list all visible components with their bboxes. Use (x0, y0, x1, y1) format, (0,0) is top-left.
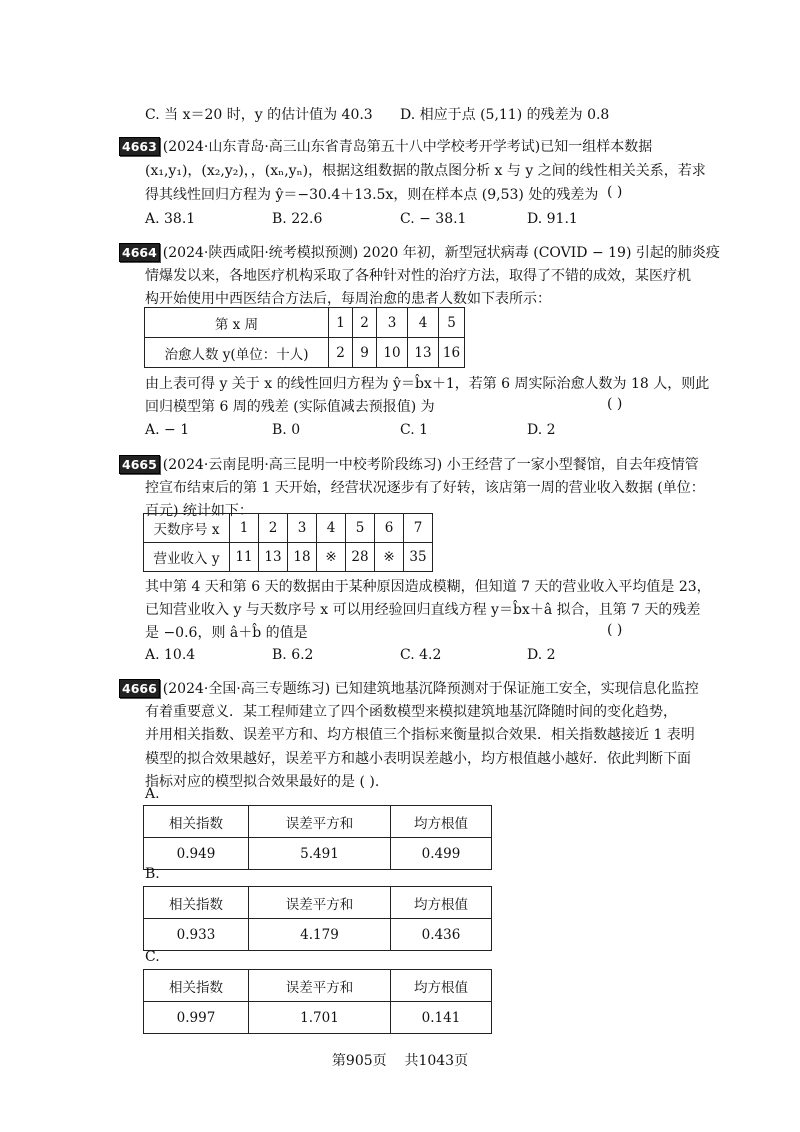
option-c: C. − 38.1 (400, 211, 467, 227)
table-cell: 0.436 (391, 919, 492, 951)
choice-c-label: C. (145, 949, 160, 965)
table-header-cell: 天数序号 x (144, 514, 230, 543)
table-cell: 5 (346, 514, 375, 543)
question-text-line: 情爆发以来，各地医疗机构采取了各种针对性的治疗方法，取得了不错的成效，某医疗机 (145, 268, 691, 284)
question-text-line: 得其线性回归方程为 ŷ＝−30.4＋13.5x，则在样本点 (9,53) 处的残差为 (145, 187, 599, 203)
table-cell: 1 (329, 308, 353, 338)
question-text-line: 控宣布结束后的第 1 天开始，经营状况逐步有了好转，该店第一周的营业收入数据 (单位： (145, 480, 705, 496)
question-text-line: 是 −0.6，则 â＋b̂ 的值是 (145, 625, 308, 641)
table-cell: 13 (408, 338, 439, 368)
table-cell: 0.949 (144, 838, 249, 870)
question-text-line: (2024·陕西咸阳·统考模拟预测) 2020 年初，新型冠状病毒 (COVID − 19) 引起的肺炎疫 (162, 245, 720, 261)
table-cell: 2 (259, 514, 288, 543)
table-header-cell: 误差平方和 (249, 806, 391, 838)
table-header-cell: 相关指数 (144, 806, 249, 838)
table-cell: 4 (317, 514, 346, 543)
option-d: D. 2 (527, 422, 556, 438)
option-a: A. 10.4 (145, 647, 196, 663)
question-text-line: 并用相关指数、误差平方和、均方根值三个指标来衡量拟合效果．相关指数越接近 1 表明 (145, 727, 695, 743)
question-text-line: 指标对应的模型拟合效果最好的是 ( ). (145, 774, 380, 790)
table-header-cell: 均方根值 (391, 806, 492, 838)
question-number: 4664 (119, 243, 160, 262)
question-text-line: 已知营业收入 y 与天数序号 x 可以用经验回归直线方程 y＝b̂x＋â 拟合，且第 7 天的残差 (145, 602, 701, 618)
option-c: C. 当 x＝20 时，y 的估计值为 40.3 (145, 107, 373, 123)
question-number: 4665 (119, 455, 160, 474)
table-header-cell: 误差平方和 (249, 887, 391, 919)
table-cell: 28 (346, 543, 375, 572)
answer-bracket: ( ) (607, 622, 623, 638)
table-cell: ※ (317, 543, 346, 572)
table-cell: 5 (439, 308, 465, 338)
table-cell: 1.701 (249, 1002, 391, 1034)
table-cell: 18 (288, 543, 317, 572)
option-d: D. 91.1 (527, 211, 578, 227)
option-a: A. − 1 (145, 422, 190, 438)
table-cell: 10 (377, 338, 408, 368)
question-text-line: (x₁,y₁)，(x₂,y₂)，，(xₙ,yₙ)，根据这组数据的散点图分析 x 与 y 之间的线性相关关系，若求 (145, 163, 706, 179)
table-cell: 3 (377, 308, 408, 338)
table-cell: 5.491 (249, 838, 391, 870)
option-b: B. 6.2 (272, 647, 314, 663)
table-cell: 13 (259, 543, 288, 572)
question-text-line: 回归模型第 6 周的残差 (实际值减去预报值) 为 (145, 399, 435, 415)
table-header-cell: 相关指数 (144, 970, 249, 1002)
table-cell: 16 (439, 338, 465, 368)
table-cell: ※ (375, 543, 404, 572)
table-header-cell: 治愈人数 y(单位：十人) (145, 338, 329, 368)
table-header-cell: 第 x 周 (145, 308, 329, 338)
option-b: B. 0 (272, 422, 301, 438)
metrics-table-c (143, 969, 492, 1034)
table-cell: 2 (329, 338, 353, 368)
option-c: C. 4.2 (400, 647, 442, 663)
option-c: C. 1 (400, 422, 429, 438)
option-d: D. 2 (527, 647, 556, 663)
question-text-line: 模型的拟合效果越好，误差平方和越小表明误差越小，均方根值越小越好．依此判断下面 (145, 751, 691, 767)
answer-bracket: ( ) (607, 184, 623, 200)
table-cell: 9 (353, 338, 377, 368)
table-cell: 4.179 (249, 919, 391, 951)
question-text-line: (2024·山东青岛·高三山东省青岛第五十八中学校考开学考试)已知一组样本数据 (162, 139, 653, 155)
table-cell: 4 (408, 308, 439, 338)
table-cell: 11 (230, 543, 259, 572)
choice-b-label: B. (145, 866, 160, 882)
page-footer (0, 1050, 800, 1070)
option-b: B. 22.6 (272, 211, 323, 227)
table-header-cell: 营业收入 y (144, 543, 230, 572)
table-cell: 3 (288, 514, 317, 543)
question-text-line: 构开始使用中西医结合方法后，每周治愈的患者人数如下表所示： (145, 291, 551, 307)
question-text-line: 其中第 4 天和第 6 天的数据由于某种原因造成模糊，但知道 7 天的营业收入平均值是 23， (145, 579, 711, 595)
option-d: D. 相应于点 (5,11) 的残差为 0.8 (400, 107, 610, 123)
table-cell: 1 (230, 514, 259, 543)
data-table (144, 307, 465, 368)
metrics-table-a (143, 805, 492, 870)
table-cell: 35 (404, 543, 433, 572)
table-header-cell: 均方根值 (391, 887, 492, 919)
table-header-cell: 均方根值 (391, 970, 492, 1002)
question-number: 4663 (119, 137, 160, 156)
page-number: 第905页 (331, 1053, 387, 1069)
option-a: A. 38.1 (145, 211, 196, 227)
table-cell: 2 (353, 308, 377, 338)
choice-a-label: A. (145, 786, 160, 802)
table-cell: 0.933 (144, 919, 249, 951)
table-cell: 7 (404, 514, 433, 543)
question-number: 4666 (119, 679, 160, 698)
table-cell: 0.141 (391, 1002, 492, 1034)
table-header-cell: 误差平方和 (249, 970, 391, 1002)
page-total: 共1043页 (404, 1053, 469, 1069)
question-text-line: 由上表可得 y 关于 x 的线性回归方程为 ŷ＝b̂x＋1，若第 6 周实际治愈人数为 18 人，则此 (145, 376, 710, 392)
table-cell: 0.997 (144, 1002, 249, 1034)
question-text-line: 百元) 统计如下： (145, 503, 253, 519)
question-text-line: (2024·全国·高三专题练习) 已知建筑地基沉降预测对于保证施工安全，实现信息化监控 (162, 681, 699, 697)
data-table (143, 513, 433, 572)
table-header-cell: 相关指数 (144, 887, 249, 919)
question-text-line: 有着重要意义．某工程师建立了四个函数模型来模拟建筑地基沉降随时间的变化趋势， (145, 704, 677, 720)
metrics-table-b (143, 886, 492, 951)
answer-bracket: ( ) (607, 396, 623, 412)
table-cell: 0.499 (391, 838, 492, 870)
table-cell: 6 (375, 514, 404, 543)
question-text-line: (2024·云南昆明·高三昆明一中校考阶段练习) 小王经营了一家小型餐馆，自去年疫情管 (162, 457, 699, 473)
